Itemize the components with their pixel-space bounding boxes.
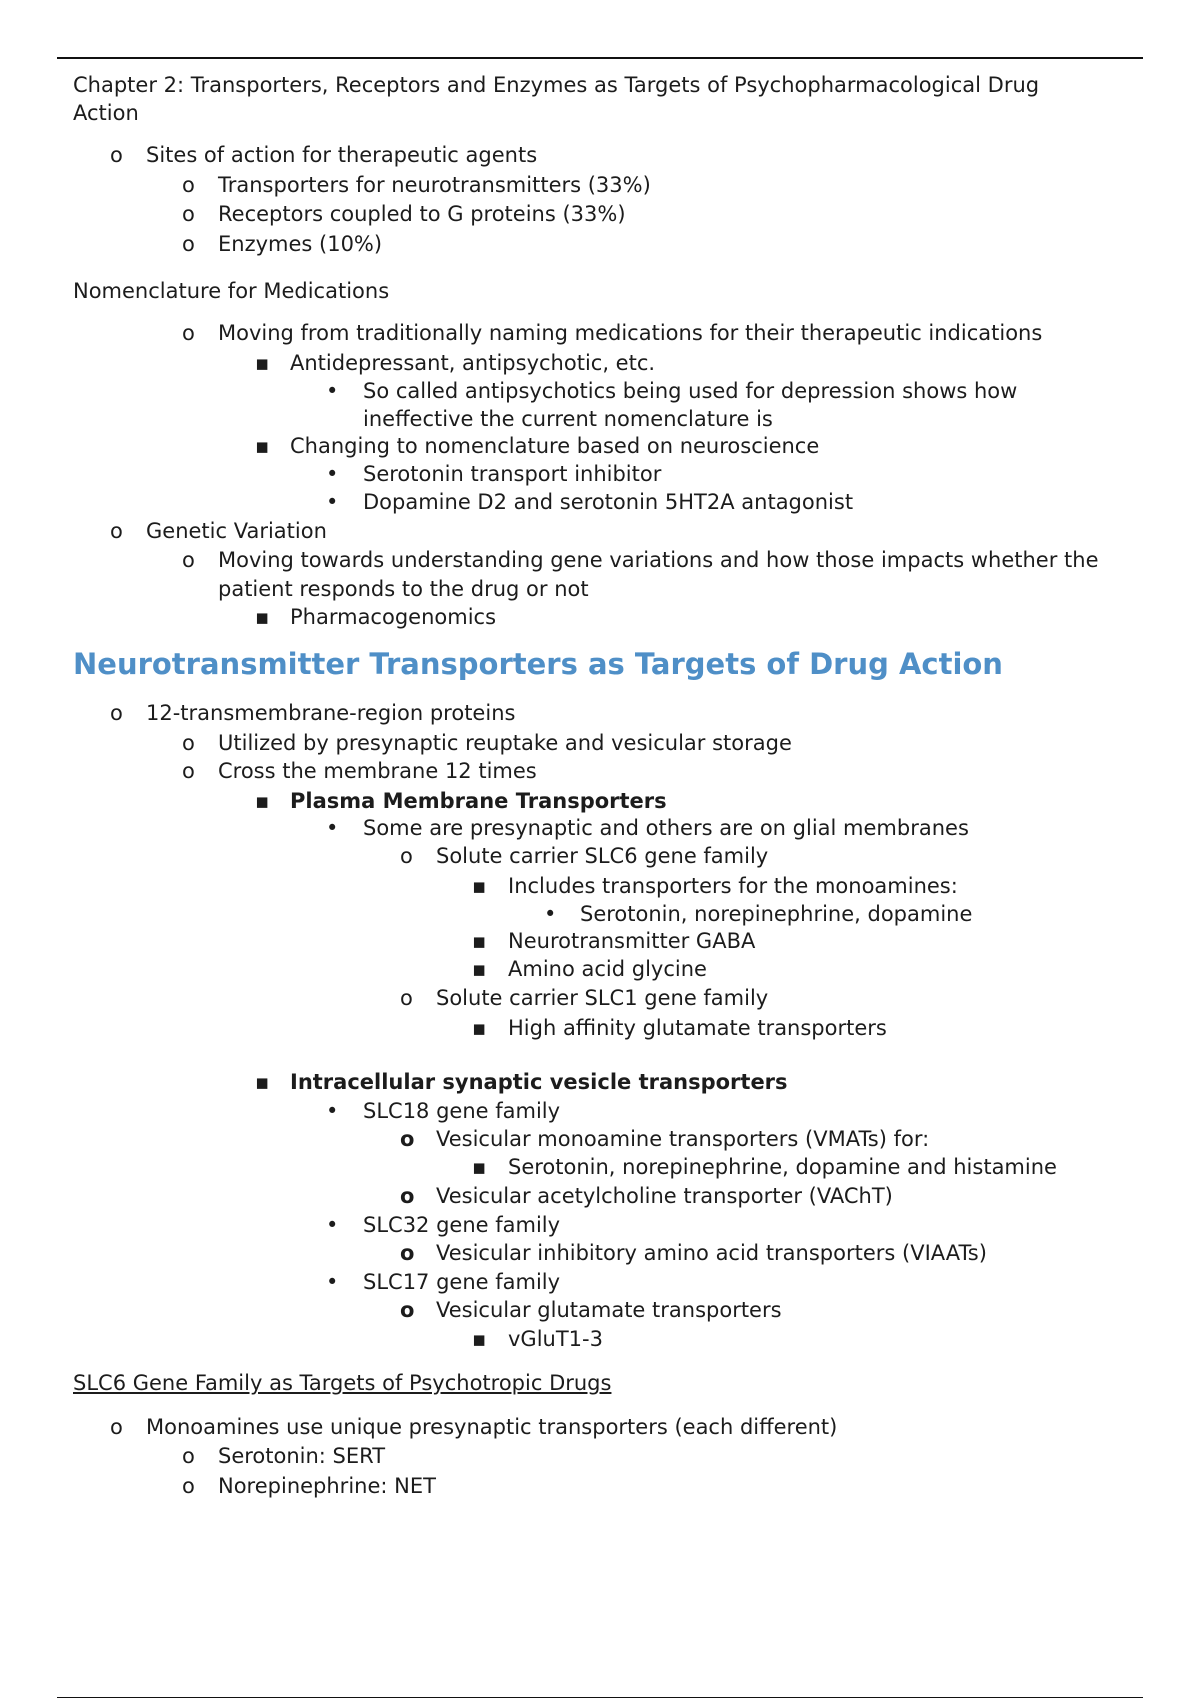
circle-bullet: o bbox=[400, 1127, 415, 1151]
bottom-rule bbox=[57, 1697, 1143, 1698]
square-bullet: ▪ bbox=[255, 434, 270, 458]
list-item-bold: Intracellular synaptic vesicle transporters bbox=[290, 1070, 788, 1094]
list-item: Utilized by presynaptic reuptake and vesicular storage bbox=[218, 731, 792, 755]
circle-bullet: o bbox=[182, 1474, 195, 1498]
circle-bullet: o bbox=[182, 759, 195, 783]
list-item: Vesicular inhibitory amino acid transporters (VIAATs) bbox=[436, 1241, 987, 1265]
list-item: So called antipsychotics being used for depression shows how bbox=[363, 379, 1018, 403]
list-item: Solute carrier SLC6 gene family bbox=[436, 844, 769, 868]
top-rule bbox=[57, 57, 1143, 59]
nomenclature-heading: Nomenclature for Medications bbox=[73, 279, 390, 303]
square-bullet: ▪ bbox=[472, 957, 487, 981]
circle-bullet: o bbox=[400, 1241, 415, 1265]
dot-bullet: • bbox=[326, 462, 339, 486]
list-item: Includes transporters for the monoamines: bbox=[508, 874, 958, 898]
sites-item: Receptors coupled to G proteins (33%) bbox=[218, 202, 626, 226]
dot-bullet: • bbox=[326, 490, 339, 514]
square-bullet: ▪ bbox=[472, 1327, 487, 1351]
list-item: Dopamine D2 and serotonin 5HT2A antagonist bbox=[363, 490, 854, 514]
dot-bullet: • bbox=[326, 1270, 339, 1294]
list-item-cont: patient responds to the drug or not bbox=[218, 577, 589, 601]
circle-bullet: o bbox=[400, 844, 413, 868]
list-item: Changing to nomenclature based on neuroscience bbox=[290, 434, 820, 458]
list-item: SLC18 gene family bbox=[363, 1099, 561, 1123]
list-item: Serotonin, norepinephrine, dopamine and histamine bbox=[508, 1155, 1057, 1179]
list-item: SLC32 gene family bbox=[363, 1213, 561, 1237]
list-item: Neurotransmitter GABA bbox=[508, 929, 756, 953]
dot-bullet: • bbox=[326, 379, 339, 403]
list-item: Vesicular monoamine transporters (VMATs) for: bbox=[436, 1127, 930, 1151]
list-item: vGluT1-3 bbox=[508, 1327, 603, 1351]
circle-bullet: o bbox=[400, 1298, 415, 1322]
circle-bullet: o bbox=[182, 173, 195, 197]
list-item: Serotonin transport inhibitor bbox=[363, 462, 662, 486]
chapter-title-line1: Chapter 2: Transporters, Receptors and Enzymes as Targets of Psychopharmacological Drug bbox=[73, 73, 1040, 97]
circle-bullet: o bbox=[110, 519, 123, 543]
list-item: Vesicular glutamate transporters bbox=[436, 1298, 782, 1322]
list-item: Cross the membrane 12 times bbox=[218, 759, 537, 783]
list-item: Some are presynaptic and others are on glial membranes bbox=[363, 816, 969, 840]
dot-bullet: • bbox=[326, 1213, 339, 1237]
circle-bullet: o bbox=[110, 1415, 123, 1439]
sites-item: Transporters for neurotransmitters (33%) bbox=[218, 173, 651, 197]
dot-bullet: • bbox=[326, 816, 339, 840]
list-item: Genetic Variation bbox=[146, 519, 327, 543]
list-item: Monoamines use unique presynaptic transporters (each different) bbox=[146, 1415, 838, 1439]
circle-bullet: o bbox=[182, 1444, 195, 1468]
subsection-heading: SLC6 Gene Family as Targets of Psychotropic Drugs bbox=[73, 1371, 612, 1395]
list-item: Antidepressant, antipsychotic, etc. bbox=[290, 351, 656, 375]
list-item-bold: Plasma Membrane Transporters bbox=[290, 789, 667, 813]
square-bullet: ▪ bbox=[255, 789, 270, 813]
square-bullet: ▪ bbox=[472, 1016, 487, 1040]
circle-bullet: o bbox=[182, 321, 195, 345]
circle-bullet: o bbox=[182, 202, 195, 226]
square-bullet: ▪ bbox=[472, 874, 487, 898]
circle-bullet: o bbox=[400, 1184, 415, 1208]
circle-bullet: o bbox=[400, 986, 413, 1010]
circle-bullet: o bbox=[110, 143, 123, 167]
square-bullet: ▪ bbox=[472, 929, 487, 953]
circle-bullet: o bbox=[182, 548, 195, 572]
list-item: Moving towards understanding gene variations and how those impacts whether the bbox=[218, 548, 1099, 572]
list-item: Serotonin: SERT bbox=[218, 1444, 386, 1468]
list-item: Serotonin, norepinephrine, dopamine bbox=[580, 902, 973, 926]
list-item: SLC17 gene family bbox=[363, 1270, 561, 1294]
square-bullet: ▪ bbox=[472, 1155, 487, 1179]
sites-label: Sites of action for therapeutic agents bbox=[146, 143, 538, 167]
list-item-cont: ineffective the current nomenclature is bbox=[363, 407, 773, 431]
list-item: Solute carrier SLC1 gene family bbox=[436, 986, 769, 1010]
list-item: Amino acid glycine bbox=[508, 957, 707, 981]
dot-bullet: • bbox=[326, 1099, 339, 1123]
list-item: Moving from traditionally naming medications for their therapeutic indications bbox=[218, 321, 1043, 345]
list-item: Norepinephrine: NET bbox=[218, 1474, 436, 1498]
chapter-title-line2: Action bbox=[73, 101, 139, 125]
dot-bullet: • bbox=[544, 902, 557, 926]
circle-bullet: o bbox=[110, 701, 123, 725]
list-item: 12-transmembrane-region proteins bbox=[146, 701, 516, 725]
square-bullet: ▪ bbox=[255, 605, 270, 629]
circle-bullet: o bbox=[182, 731, 195, 755]
list-item: High affinity glutamate transporters bbox=[508, 1016, 887, 1040]
circle-bullet: o bbox=[182, 232, 195, 256]
sites-item: Enzymes (10%) bbox=[218, 232, 383, 256]
list-item: Vesicular acetylcholine transporter (VAChT) bbox=[436, 1184, 893, 1208]
square-bullet: ▪ bbox=[255, 1070, 270, 1094]
list-item: Pharmacogenomics bbox=[290, 605, 497, 629]
section-heading: Neurotransmitter Transporters as Targets of Drug Action bbox=[73, 647, 1003, 681]
square-bullet: ▪ bbox=[255, 351, 270, 375]
